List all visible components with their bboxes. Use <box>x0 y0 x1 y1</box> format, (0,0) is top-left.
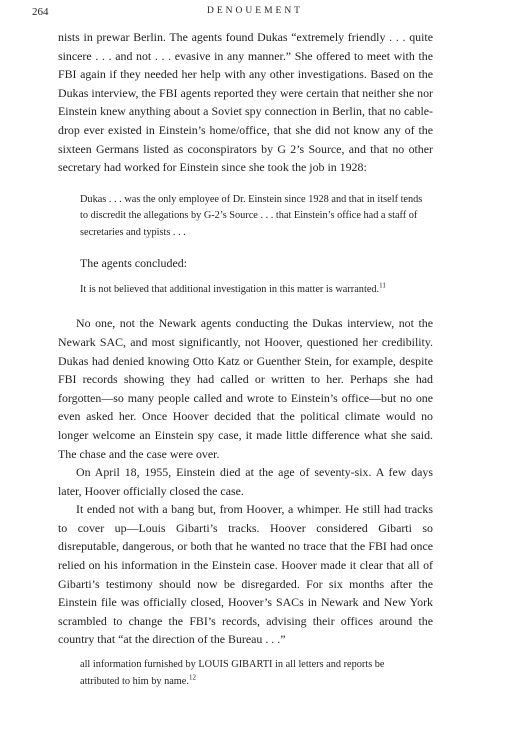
page-body <box>58 28 433 690</box>
block-quote-gibarti-text: all information furnished by LOUIS GIBARTI in all letters and reports be attributed to him by name. <box>80 659 385 687</box>
paragraph-einstein-died: On April 18, 1955, Einstein died at the age of seventy-six. A few days later, Hoover officially closed the case. <box>58 465 433 498</box>
footnote-marker-12: 12 <box>188 673 196 682</box>
paragraph-dukas-interview: nists in prewar Berlin. The agents found Dukas “extremely friendly . . . quite sincere . . . and not . . . evasive in any manner.” She offered to meet with the FBI again if they needed her help with any other investigations. Based on the Dukas interview, the FBI agents reported they were certain that neither she nor Einstein knew anything about a Soviet spy connection in Berlin, that no cable-drop ever existed in Einstein’s home/office, that she did not know any of the sixteen Germans listed as coconspirators by G 2’s Source, and that no other secretary had worked for Einstein since she took the job in 1928: <box>58 30 433 175</box>
block-quote-conclusion-text: It is not believed that additional investigation in this matter is warranted. <box>80 283 380 295</box>
page-header <box>32 6 478 22</box>
paragraph-whimper: It ended not with a bang but, from Hoover, a whimper. He still had tracks to cover up—Louis Gibarti’s tracks. Hoover considered Gibarti so disreputable, dangerous, or both that he wanted no trace that the FBI had once relied on his information in the Einstein case. Hoover made it clear that all of Gibarti’s testimony should now be disregarded. For six months after the Einstein file was officially closed, Hoover’s SACs in Newark and New York scrambled to change the FBI’s records, advising their offices around the country that “at the direction of the Bureau . . .” <box>58 502 433 647</box>
running-head: DENOUEMENT <box>207 6 303 16</box>
block-quote-dukas: Dukas . . . was the only employee of Dr. Einstein since 1928 and that in itself tends to discredit the allegations by G-2’s Source . . . that Einstein’s office had a staff of secretaries and typists . . . <box>80 193 423 238</box>
paragraph-no-one: No one, not the Newark agents conducting the Dukas interview, not the Newark SAC, and most significantly, not Hoover, questioned her credibility. Dukas had denied knowing Otto Katz or Guenther Stein, for example, despite FBI records showing they had called or written to her. Perhaps she had forgotten—so many people called and wrote to Einstein’s office—but no one even asked her. Once Hoover decided that the political climate would no longer welcome an Einstein spy case, it made little difference what she said. The chase and the case were over. <box>58 316 433 461</box>
footnote-marker-11: 11 <box>379 281 386 290</box>
page-number: 264 <box>32 6 49 18</box>
agents-concluded-intro: The agents concluded: <box>80 256 187 271</box>
block-quote-conclusion <box>80 282 425 299</box>
block-quote-gibarti <box>80 657 425 690</box>
